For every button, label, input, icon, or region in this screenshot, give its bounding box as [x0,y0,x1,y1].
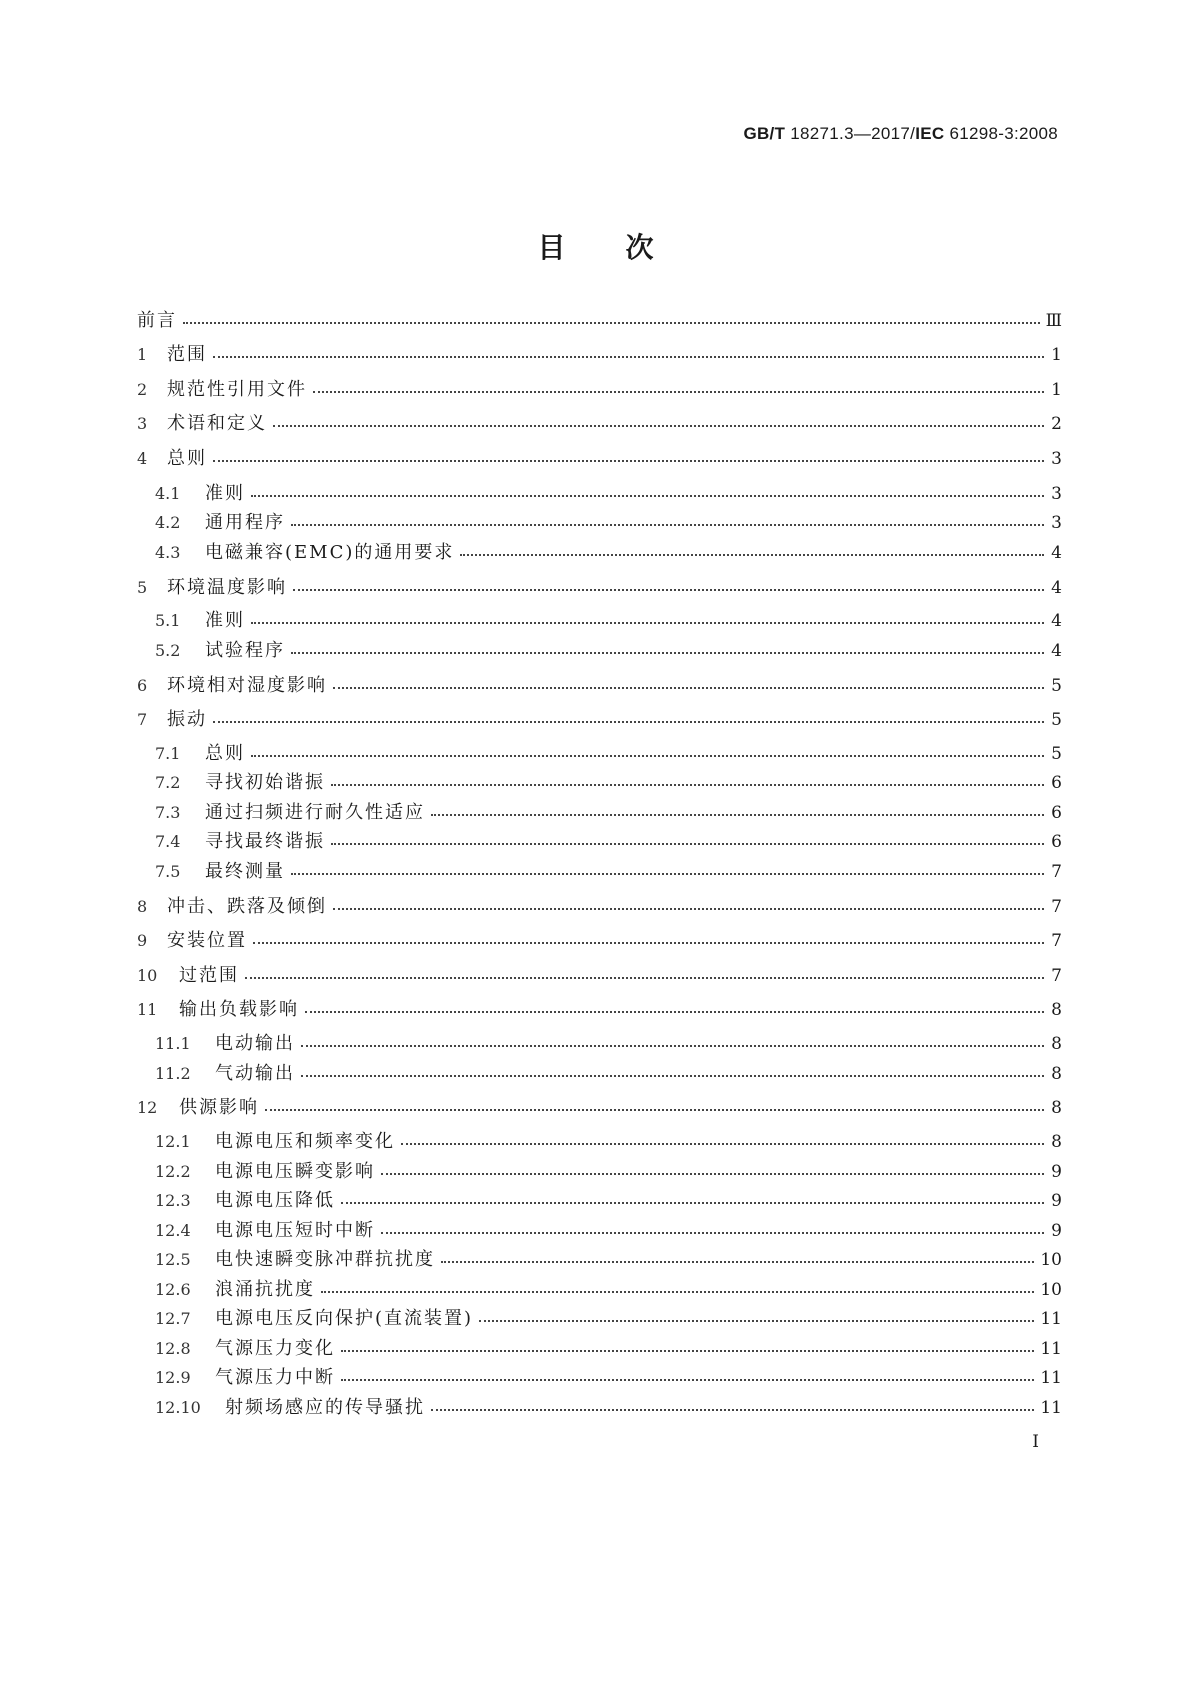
toc-entry-title: 电源电压瞬变影响 [215,1161,375,1182]
toc-entry-page: 7 [1051,897,1062,917]
toc-entry[interactable] [137,997,1062,1023]
toc-leader-dots [293,589,1044,591]
toc-entry-page: 8 [1051,1064,1062,1084]
toc-leader-dots [265,1109,1044,1111]
toc-leader-dots [431,814,1044,816]
toc-entry[interactable] [155,1395,1062,1421]
toc-entry-number: 12.4 [155,1221,191,1240]
toc-entry-number: 5.1 [155,611,181,630]
toc-entry-number: 1 [137,345,148,364]
toc-leader-dots [245,977,1044,979]
toc-entry-number: 12 [137,1098,158,1117]
toc-leader-dots [213,460,1044,462]
toc-entry-number: 11.2 [155,1064,191,1083]
iec-number: 61298-3:2008 [949,124,1058,143]
toc-leader-dots [291,524,1044,526]
toc-entry-number: 6 [137,676,148,695]
toc-entry[interactable] [155,1336,1062,1362]
toc-entry-page: 10 [1040,1250,1062,1270]
toc-entry[interactable] [155,1218,1062,1244]
toc-entry-title: 气源压力中断 [215,1367,335,1388]
toc-leader-dots [401,1143,1044,1145]
toc-entry-title: 射频场感应的传导骚扰 [225,1397,425,1418]
toc-entry-title: 环境温度影响 [167,577,287,598]
toc-entry-page: 3 [1051,484,1062,504]
toc-entry-number: 7.5 [155,862,181,881]
toc-leader-dots [381,1232,1044,1234]
toc-entry-number: 10 [137,966,158,985]
toc-entry-page: 3 [1051,513,1062,533]
toc-entry[interactable] [155,800,1062,826]
toc-entry-title: 冲击、跌落及倾倒 [167,896,327,917]
toc-entry-title: 总则 [205,743,245,764]
toc-entry-number: 7.4 [155,832,181,851]
toc-entry[interactable] [155,1031,1062,1057]
toc-entry-number: 7.3 [155,803,181,822]
toc-entry-title: 总则 [167,448,207,469]
toc-entry-number: 5 [137,578,148,597]
toc-leader-dots [291,873,1044,875]
toc-entry-number: 12.7 [155,1309,191,1328]
toc-entry[interactable] [137,928,1062,954]
toc-leader-dots [341,1202,1044,1204]
toc-entry[interactable] [155,608,1062,634]
toc-leader-dots [213,721,1044,723]
toc-entry[interactable] [137,894,1062,920]
toc-entry-page: 5 [1051,744,1062,764]
toc-entry-page: 10 [1040,1280,1062,1300]
toc-entry[interactable] [155,481,1062,507]
toc-leader-dots [301,1075,1044,1077]
toc-entry-title: 最终测量 [205,861,285,882]
toc-entry[interactable] [155,1159,1062,1185]
toc-entry-title: 寻找初始谐振 [205,772,325,793]
toc-entry-page: 6 [1051,832,1062,852]
toc-entry-title: 振动 [167,709,207,730]
toc-entry[interactable] [155,540,1062,566]
toc-entry-page: 8 [1051,1132,1062,1152]
toc-entry-page: 2 [1051,414,1062,434]
toc-leader-dots [313,391,1044,393]
std-number: 18271.3—2017/ [790,124,916,143]
toc-entry[interactable] [137,446,1062,472]
toc-leader-dots [183,322,1040,324]
toc-entry-title: 输出负载影响 [179,999,299,1020]
toc-entry-page: 3 [1051,449,1062,469]
toc-entry-number: 3 [137,414,148,433]
toc-entry-page: 4 [1051,641,1062,661]
toc-entry-page: 5 [1051,676,1062,696]
toc-entry-page: 9 [1051,1221,1062,1241]
toc-entry-title: 过范围 [179,965,239,986]
page-number: I [1032,1432,1039,1452]
toc-entry-number: 5.2 [155,641,181,660]
toc-entry[interactable] [137,673,1062,699]
toc-leader-dots [479,1320,1034,1322]
toc-entry[interactable] [137,707,1062,733]
toc-entry[interactable] [155,1306,1062,1332]
toc-entry-page: 8 [1051,1034,1062,1054]
toc-leader-dots [333,908,1044,910]
toc-entry-page: 4 [1051,611,1062,631]
toc-entry-title: 浪涌抗扰度 [215,1279,315,1300]
toc-entry-number: 12.1 [155,1132,191,1151]
toc-entry-number: 4.1 [155,484,181,503]
toc-entry-page: 7 [1051,862,1062,882]
toc-entry[interactable] [137,308,1062,334]
toc-entry-title: 电快速瞬变脉冲群抗扰度 [215,1249,435,1270]
toc-entry[interactable] [137,377,1062,403]
toc-leader-dots [251,495,1044,497]
toc-entry-title: 前言 [137,310,177,331]
toc-entry-page: 1 [1051,345,1062,365]
toc-entry-title: 安装位置 [167,930,247,951]
toc-entry[interactable] [155,1188,1062,1214]
toc-entry-number: 12.3 [155,1191,191,1210]
toc-entry[interactable] [155,770,1062,796]
toc-leader-dots [301,1045,1044,1047]
toc-entry-title: 气动输出 [215,1063,295,1084]
toc-entry-page: 11 [1040,1309,1062,1329]
toc-entry-title: 电源电压降低 [215,1190,335,1211]
toc-entry-number: 4 [137,449,148,468]
toc-leader-dots [253,942,1044,944]
toc-entry-page: 11 [1040,1368,1062,1388]
toc-entry-page: 6 [1051,803,1062,823]
toc-entry-title: 供源影响 [179,1097,259,1118]
toc-leader-dots [291,652,1044,654]
toc-entry[interactable] [137,411,1062,437]
toc-entry[interactable] [137,963,1062,989]
toc-entry-title: 通用程序 [205,512,285,533]
toc-entry-page: 1 [1051,380,1062,400]
toc-entry-number: 12.9 [155,1368,191,1387]
toc-entry-title: 电磁兼容(EMC)的通用要求 [205,542,455,563]
toc-entry-page: 6 [1051,773,1062,793]
toc-entry-number: 12.10 [155,1398,201,1417]
toc-entry-number: 4.3 [155,543,181,562]
toc-entry[interactable] [137,575,1062,601]
toc-entry-title: 电动输出 [215,1033,295,1054]
toc-entry-title: 寻找最终谐振 [205,831,325,852]
toc-entry-page: 7 [1051,931,1062,951]
toc-entry-number: 12.2 [155,1162,191,1181]
toc-entry[interactable] [155,741,1062,767]
toc-leader-dots [273,425,1044,427]
toc-entry-number: 7.1 [155,744,181,763]
toc-entry-title: 气源压力变化 [215,1338,335,1359]
toc-entry[interactable] [155,1277,1062,1303]
toc-leader-dots [341,1379,1034,1381]
toc-entry[interactable] [155,1061,1062,1087]
toc-leader-dots [341,1350,1034,1352]
toc-leader-dots [251,622,1044,624]
toc-entry-page: Ⅲ [1045,311,1062,331]
toc-entry-page: 4 [1051,543,1062,563]
toc-entry-title: 电源电压反向保护(直流装置) [215,1308,474,1329]
toc-leader-dots [331,784,1044,786]
toc-entry-title: 术语和定义 [167,413,267,434]
toc-entry-page: 11 [1040,1339,1062,1359]
toc-entry-page: 9 [1051,1162,1062,1182]
toc-entry[interactable] [137,1095,1062,1121]
toc-leader-dots [251,755,1044,757]
toc-leader-dots [441,1261,1034,1263]
std-prefix: GB/T [743,124,786,143]
toc-entry-number: 2 [137,380,148,399]
toc-leader-dots [331,843,1044,845]
toc-entry-number: 7.2 [155,773,181,792]
toc-entry-number: 11.1 [155,1034,191,1053]
toc-leader-dots [460,554,1044,556]
toc-entry-page: 7 [1051,966,1062,986]
toc-leader-dots [305,1011,1044,1013]
toc-entry-number: 4.2 [155,513,181,532]
toc-entry-number: 9 [137,931,148,950]
toc-entry-page: 11 [1040,1398,1062,1418]
toc-entry[interactable] [155,1129,1062,1155]
iec-prefix: IEC [915,124,945,143]
toc-leader-dots [333,687,1044,689]
toc-entry-title: 准则 [205,610,245,631]
toc-entry-number: 12.6 [155,1280,191,1299]
toc-entry-title: 通过扫频进行耐久性适应 [205,802,425,823]
toc-entry-page: 8 [1051,1098,1062,1118]
toc-entry[interactable] [155,859,1062,885]
toc-leader-dots [381,1173,1044,1175]
toc-entry-page: 8 [1051,1000,1062,1020]
toc-entry[interactable] [155,1365,1062,1391]
toc-entry-number: 12.8 [155,1339,191,1358]
toc-entry[interactable] [137,342,1062,368]
toc-entry[interactable] [155,510,1062,536]
toc-entry[interactable] [155,829,1062,855]
toc-entry-title: 电源电压和频率变化 [215,1131,395,1152]
toc-entry-number: 11 [137,1000,158,1019]
toc-entry-number: 7 [137,710,148,729]
toc-entry-title: 范围 [167,344,207,365]
toc-entry[interactable] [155,1247,1062,1273]
toc-entry-title: 电源电压短时中断 [215,1220,375,1241]
toc-entry-title: 试验程序 [205,640,285,661]
toc-entry-page: 5 [1051,710,1062,730]
toc-entry-title: 准则 [205,483,245,504]
page-title: 目次 [537,231,714,264]
toc-entry-title: 规范性引用文件 [167,379,307,400]
toc-entry-number: 8 [137,897,148,916]
toc-entry-number: 12.5 [155,1250,191,1269]
toc-entry-title: 环境相对湿度影响 [167,675,327,696]
toc-leader-dots [431,1409,1034,1411]
toc-entry-page: 4 [1051,578,1062,598]
toc-entry-page: 9 [1051,1191,1062,1211]
toc-leader-dots [321,1291,1034,1293]
toc-entry[interactable] [155,638,1062,664]
toc-leader-dots [213,356,1044,358]
